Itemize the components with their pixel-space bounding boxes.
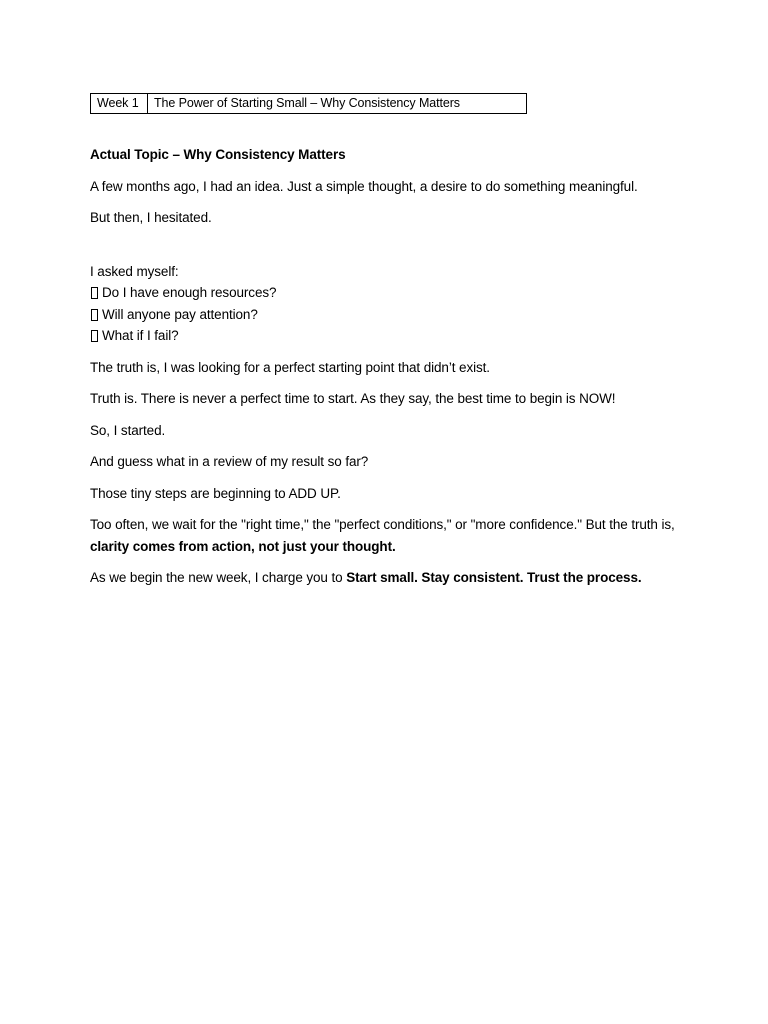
paragraph-clarity: [90, 514, 690, 557]
paragraph-perfect-time: Truth is. There is never a perfect time to start. As they say, the best time to begin is NOW!: [90, 391, 616, 406]
questions-block: [90, 261, 690, 347]
paragraph-review: And guess what in a review of my result so far?: [90, 454, 369, 469]
list-item: [90, 304, 690, 326]
list-item: [90, 282, 690, 304]
list-item: [90, 325, 690, 347]
document-body: [90, 144, 690, 599]
paragraph-charge: [90, 567, 690, 589]
topic-heading: Actual Topic – Why Consistency Matters: [90, 147, 346, 162]
charge-text: As we begin the new week, I charge you to: [90, 570, 347, 585]
questions-intro: I asked myself:: [90, 263, 179, 279]
week-title-cell: The Power of Starting Small – Why Consistency Matters: [148, 94, 527, 114]
clarity-emphasis: clarity comes from action, not just your thought.: [90, 538, 396, 554]
blank-line: [90, 239, 690, 261]
question-text: What if I fail?: [102, 328, 179, 343]
clarity-text: Too often, we wait for the "right time," the "perfect conditions," or "more confidence." But the truth is,: [90, 517, 675, 532]
week-number-cell: Week 1: [91, 94, 148, 114]
paragraph-started: So, I started.: [90, 422, 166, 438]
paragraph-truth: The truth is, I was looking for a perfect starting point that didn’t exist.: [90, 359, 490, 375]
paragraph-hesitated: But then, I hesitated.: [90, 210, 212, 225]
paragraph-add-up: Those tiny steps are beginning to ADD UP.: [90, 485, 341, 501]
paragraph-idea: A few months ago, I had an idea. Just a simple thought, a desire to do something meaningful.: [90, 178, 638, 194]
question-text: Will anyone pay attention?: [102, 306, 258, 322]
week-header-table: [90, 93, 527, 114]
missing-glyph-icon: [91, 287, 98, 299]
missing-glyph-icon: [91, 309, 98, 321]
missing-glyph-icon: [91, 330, 98, 342]
week-header-row: [91, 94, 527, 114]
question-text: Do I have enough resources?: [102, 285, 277, 300]
charge-emphasis: Start small. Stay consistent. Trust the process.: [346, 570, 642, 585]
